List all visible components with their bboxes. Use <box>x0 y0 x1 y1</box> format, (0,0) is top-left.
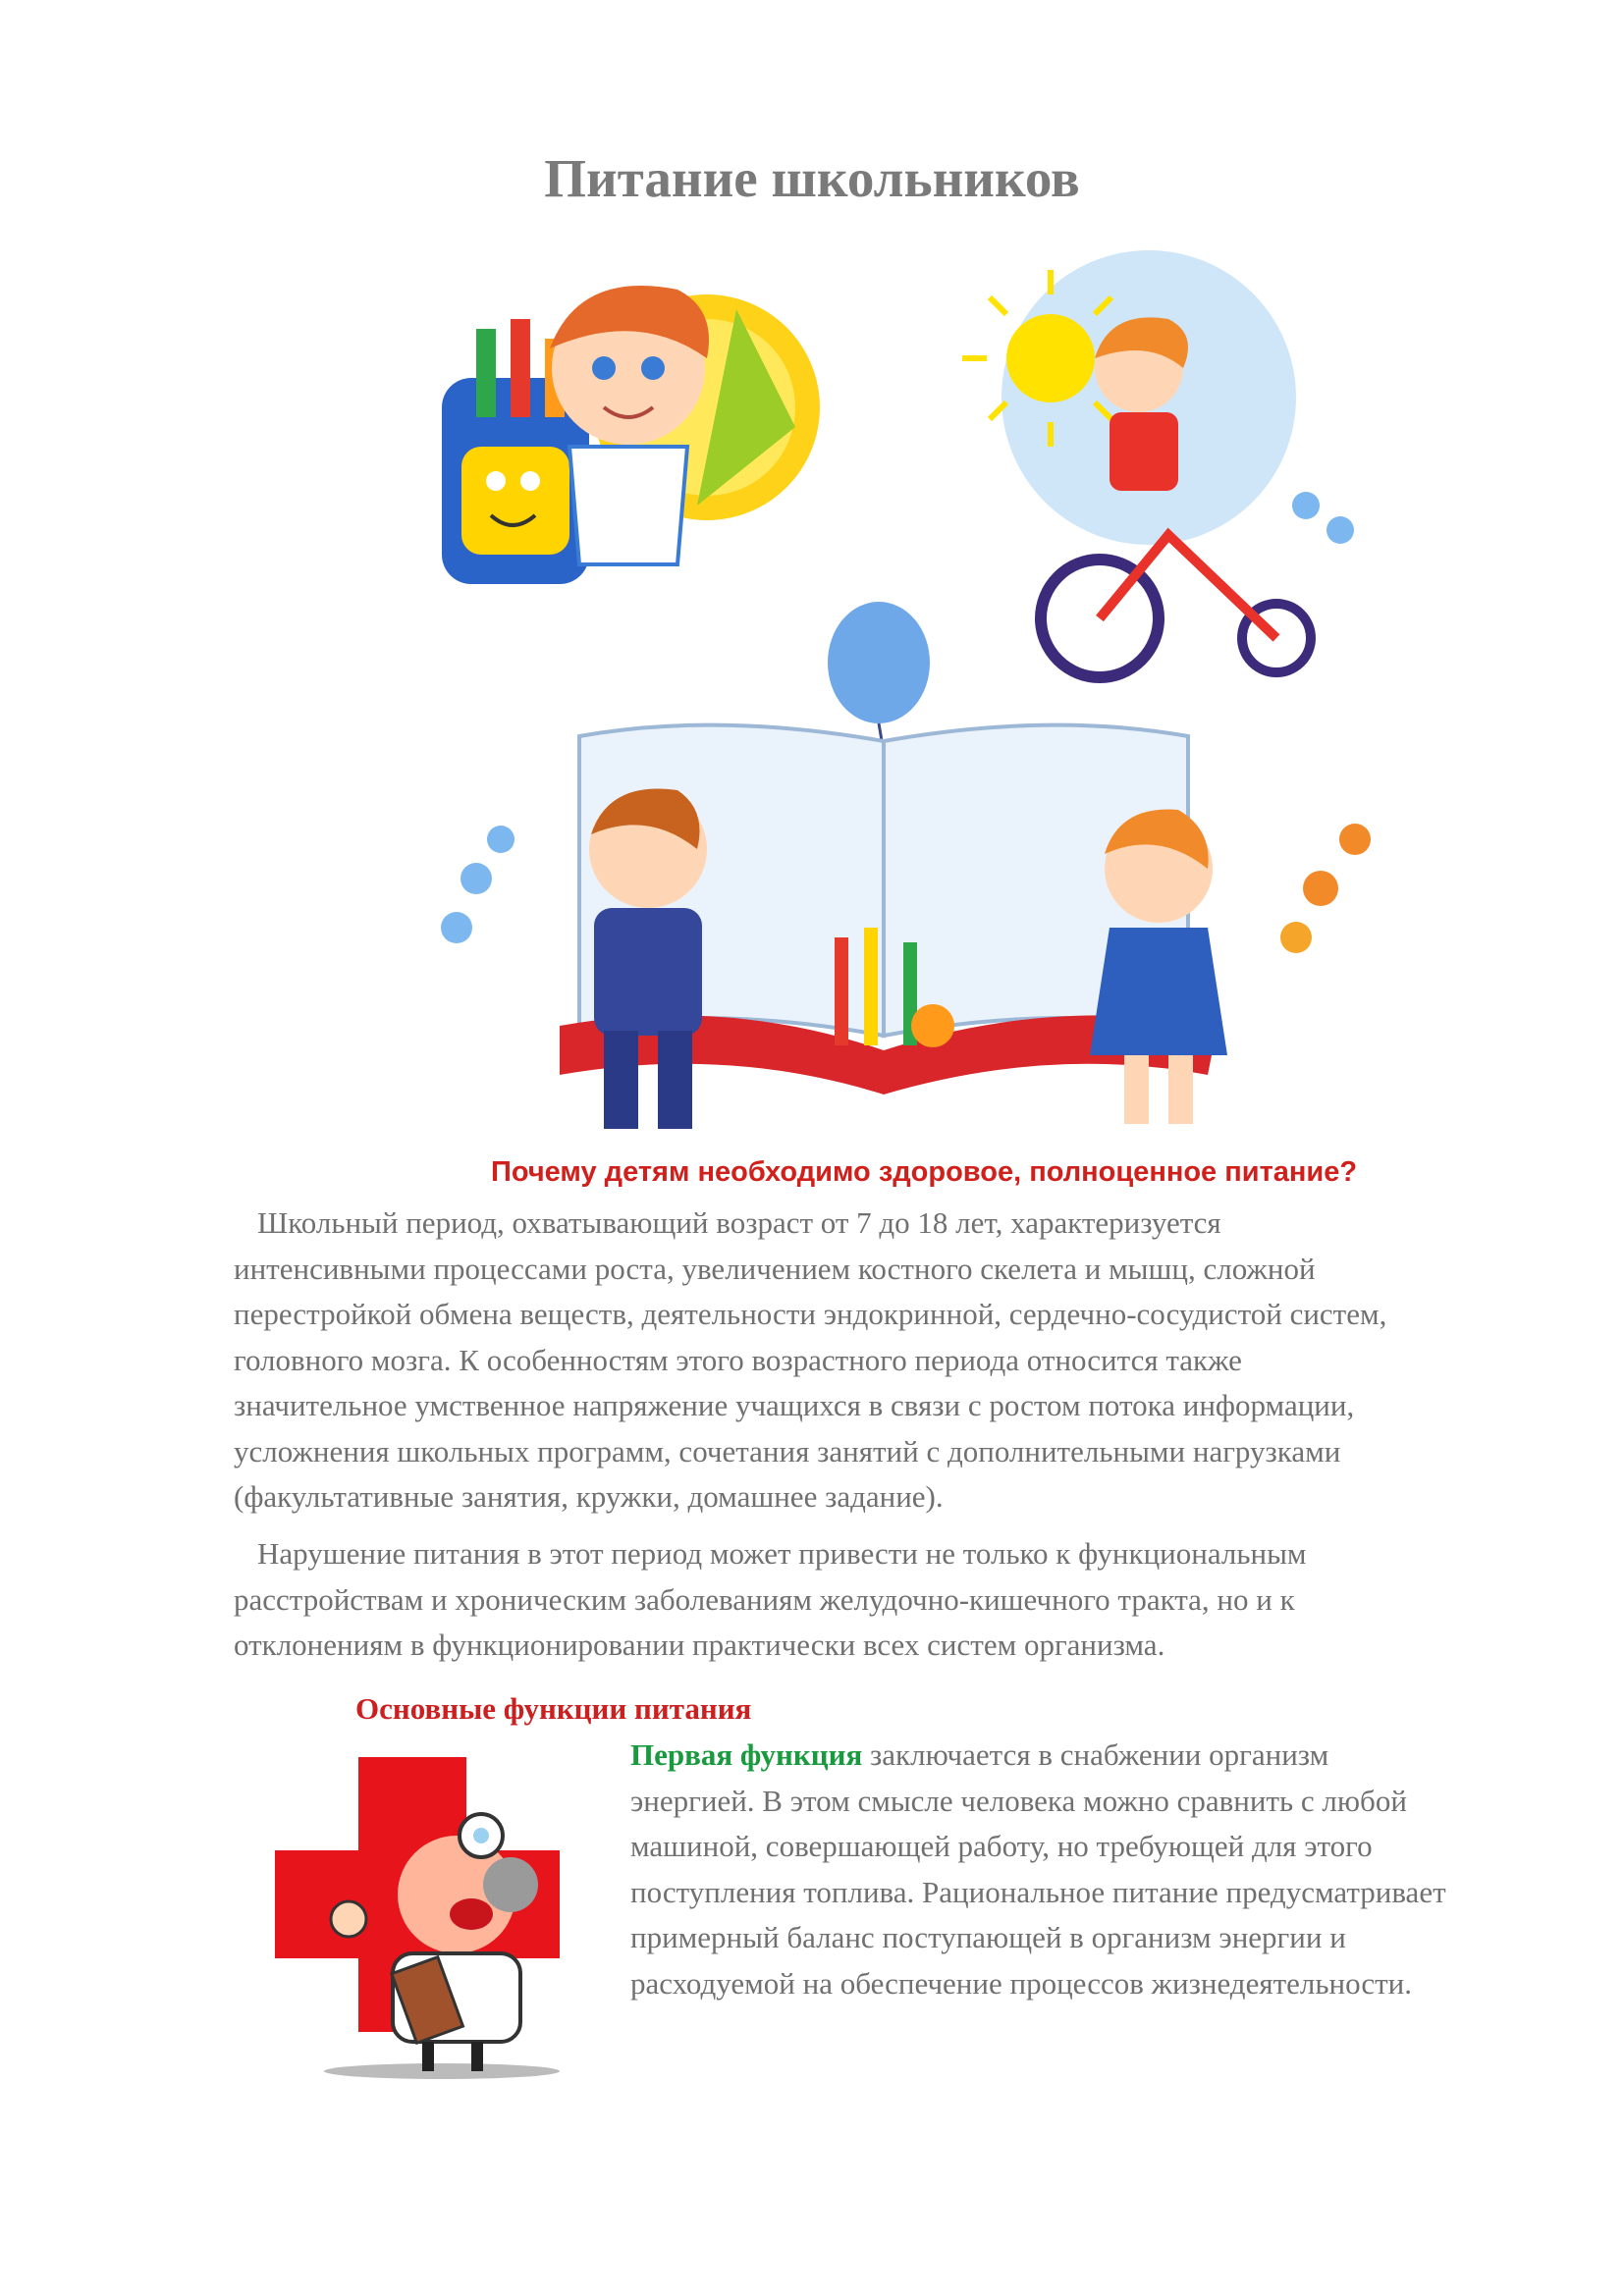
section-subtitle: Почему детям необходимо здоровое, полноценное питание? <box>491 1156 1358 1188</box>
paragraph-1-line: (факультативные занятия, кружки, домашнее задание). <box>234 1479 944 1514</box>
school-children-illustration <box>383 250 1409 1153</box>
paragraph-3-line <box>630 1733 1514 1779</box>
first-function-label: Первая функция <box>630 1737 863 1772</box>
paragraph-2 <box>234 1531 1510 1669</box>
paragraph-1 <box>234 1201 1510 1521</box>
paragraph-3-line: расходуемой на обеспечение процессов жизнедеятельности. <box>630 1965 1413 2001</box>
paragraph-1-line: усложнения школьных программ, сочетания занятий с дополнительными нагрузками <box>234 1433 1341 1468</box>
page-title: Питание школьников <box>544 148 1080 208</box>
boy-standing-illustration <box>589 788 707 1129</box>
paragraph-2-line: отклонениям в функционировании практически всех систем организма. <box>234 1628 1165 1662</box>
paragraph-1-line: интенсивными процессами роста, увеличением костного скелета и мышц, сложной <box>234 1251 1316 1286</box>
paragraph-3-line: примерный баланс поступающей в организм энергии и <box>630 1920 1346 1954</box>
paragraph-2-line: расстройствам и хроническим заболеваниям желудочно-кишечного тракта, но и к <box>234 1581 1295 1617</box>
paragraph-3-line: поступления топлива. Рациональное питание предусматривает <box>630 1874 1446 1909</box>
paragraph-1-line: Школьный период, охватывающий возраст от 7 до 18 лет, характеризуется <box>257 1205 1221 1240</box>
doctor-red-cross-illustration <box>275 1757 589 2081</box>
paragraph-1-line: головного мозга. К особенностям этого возрастного периода относится также <box>234 1342 1242 1377</box>
paragraph-3-first-text: заключается в снабжении организм <box>862 1737 1329 1772</box>
paragraph-1-line: перестройкой обмена веществ, деятельности эндокринной, сердечно-сосудистой систем, <box>234 1297 1387 1331</box>
section-heading: Основные функции питания <box>355 1691 752 1726</box>
girl-standing-illustration <box>1090 810 1227 1124</box>
paragraph-3 <box>630 1733 1514 2006</box>
paragraph-3-line: машиной, совершающей работу, но требующей для этого <box>630 1829 1373 1863</box>
paragraph-2-line: Нарушение питания в этот период может привести не только к функциональным <box>257 1536 1307 1571</box>
paragraph-1-line: значительное умственное напряжение учащихся в связи с ростом потока информации, <box>234 1388 1355 1422</box>
paragraph-3-line: энергией. В этом смысле человека можно сравнить с любой <box>630 1783 1407 1818</box>
